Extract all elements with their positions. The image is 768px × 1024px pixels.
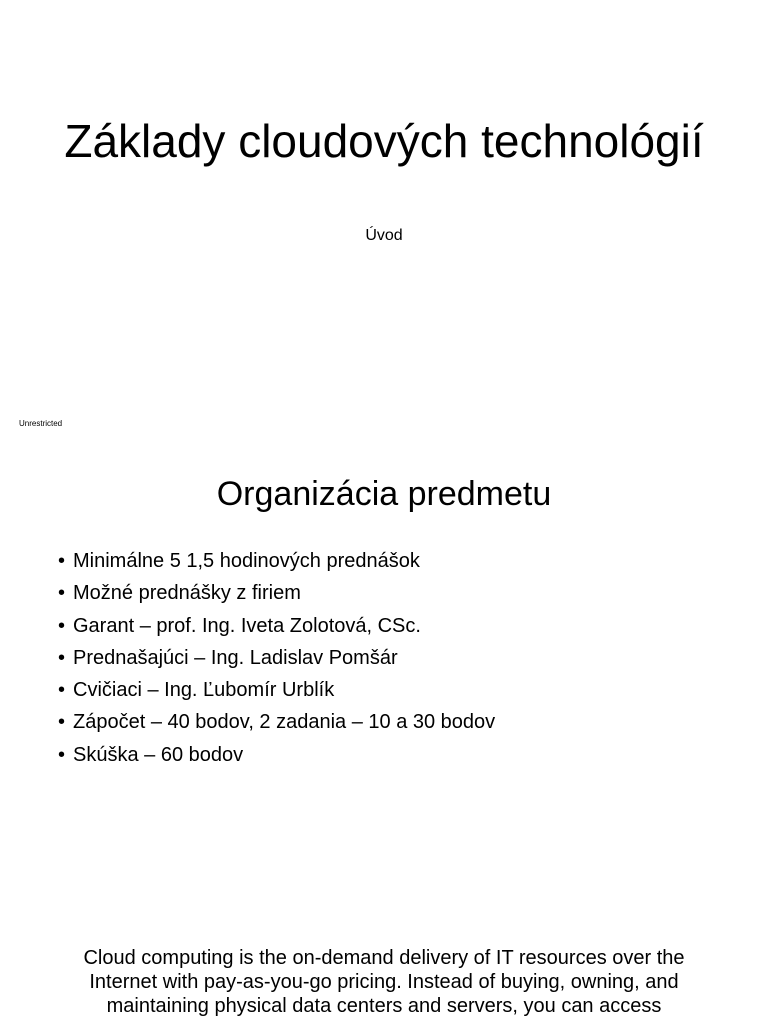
bullet-icon: • [58,646,66,669]
presentation-title: Základy cloudových technológií [64,115,704,167]
presentation-subtitle: Úvod [365,227,403,244]
bullet-item [58,642,495,674]
bullet-icon: • [58,743,66,766]
bullet-item [58,577,495,609]
bullet-text: Garant – prof. Ing. Iveta Zolotová, CSc. [73,614,421,637]
bullet-icon: • [58,711,66,734]
bullet-icon: • [58,679,66,702]
bullet-text: Minimálne 5 1,5 hodinových prednášok [73,550,420,572]
bullet-icon: • [58,614,66,637]
bullet-item [58,706,495,738]
bullet-item [58,610,495,642]
bullet-item [58,674,495,706]
slide-cloud-definition [0,864,768,1024]
slide-title [0,0,768,432]
bullet-text: Prednašajúci – Ing. Ladislav Pomšár [73,646,398,669]
bullet-text: Zápočet – 40 bodov, 2 zadania – 10 a 30 bodov [73,711,496,734]
bullet-text: Skúška – 60 bodov [73,743,244,766]
slide-organization [0,432,768,864]
bullet-icon: • [58,582,66,605]
bullet-text: Možné prednášky z firiem [73,582,301,605]
bullet-icon: • [58,550,66,572]
bullet-text: Cvičiaci – Ing. Ľubomír Urblík [73,679,335,702]
bullet-item [58,545,495,577]
classification-label: Unrestricted [19,419,63,428]
bullet-item [58,739,495,771]
definition-paragraph: Cloud computing is the on-demand delivery of IT resources over the Internet with pay-as-you-go pricing. Instead of buying, owning, and maintaining physical data centers and servers, you can access [83,947,685,1017]
bullet-list [58,545,495,771]
slide-heading: Organizácia predmetu [216,475,552,513]
